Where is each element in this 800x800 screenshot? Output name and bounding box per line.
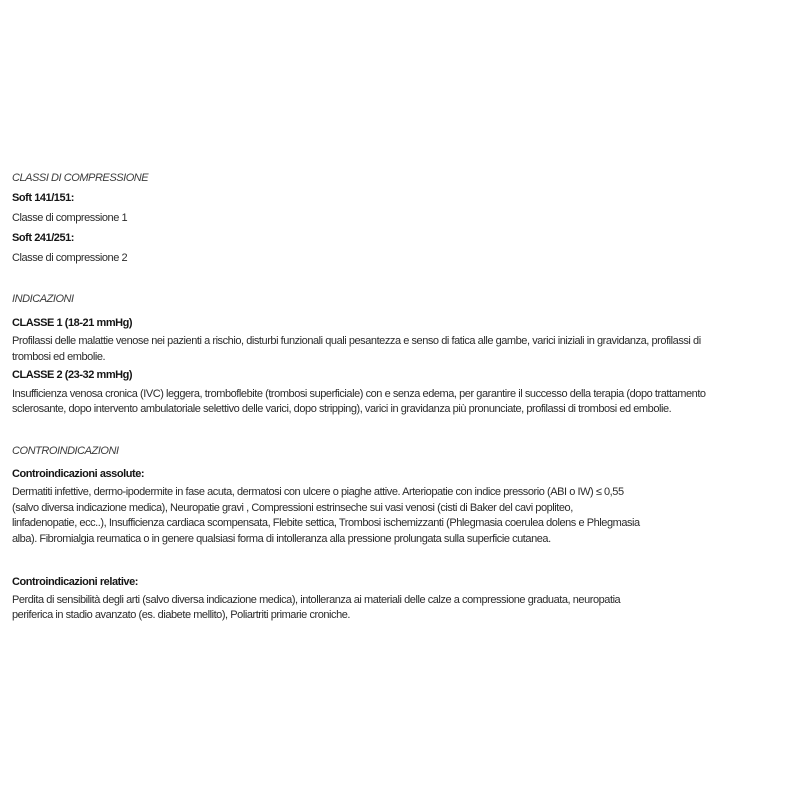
- text-line: (salvo diversa indicazione medica), Neuropatie gravi , Compressioni estrinseche sui vasi venosi (cisti di Baker del cavi popliteo,: [12, 501, 573, 514]
- section-heading-classi-di-compressione: CLASSI DI COMPRESSIONE: [12, 172, 149, 184]
- text-line: linfadenopatie, ecc..), Insufficienza cardiaca scompensata, Flebite settica, Trombosi ischemizzanti (Phlegmasia coerulea dolens e Phlegmasia: [12, 517, 640, 529]
- section-heading-indicazioni: INDICAZIONI: [12, 293, 74, 305]
- classe-2-paragraph: [12, 387, 788, 418]
- text-line: Profilassi delle malattie venose nei pazienti a rischio, disturbi funzionali quali pesantezza e senso di fatica alle gambe, varici iniziali in gravidanza, profilassi di: [12, 335, 701, 347]
- text-line: trombosi ed embolie.: [12, 350, 106, 363]
- section-heading-controindicazioni: CONTROINDICAZIONI: [12, 445, 119, 457]
- text-line: periferica in stadio avanzato (es. diabete mellito), Poliartriti primarie croniche.: [12, 609, 351, 621]
- controindicazioni-relative-title: Controindicazioni relative:: [12, 575, 138, 588]
- product-label-soft-141-151: Soft 141/151:: [12, 192, 75, 204]
- classe-1-title: CLASSE 1 (18-21 mmHg): [12, 317, 133, 329]
- text-line: sclerosante, dopo intervento ambulatoriale selettivo delle varici, dopo stripping), varici in gravidanza più pronunciate, profilassi di trombosi ed embolie.: [12, 403, 672, 415]
- controindicazioni-relative-paragraph: [12, 593, 788, 624]
- controindicazioni-assolute-paragraph: [12, 485, 788, 547]
- text-line: alba). Fibromialgia reumatica o in genere qualsiasi forma di intolleranza alla pressione prolungata sulla superficie cutanea.: [12, 532, 551, 545]
- compression-class-1-text: Classe di compressione 1: [12, 212, 128, 224]
- controindicazioni-assolute-title: Controindicazioni assolute:: [12, 468, 145, 480]
- compression-class-2-text: Classe di compressione 2: [12, 252, 128, 264]
- classe-2-title: CLASSE 2 (23-32 mmHg): [12, 368, 133, 381]
- product-label-soft-241-251: Soft 241/251:: [12, 232, 75, 244]
- classe-1-paragraph: [12, 334, 788, 365]
- text-line: Insufficienza venosa cronica (IVC) leggera, tromboflebite (trombosi superficiale) con e senza edema, per garantire il successo della terapia (dopo trattamento: [12, 387, 706, 400]
- text-line: Dermatiti infettive, dermo-ipodermite in fase acuta, dermatosi con ulcere o piaghe attive. Arteriopatie con indice pressorio (ABI o IW) ≤ 0,55: [12, 486, 624, 498]
- text-line: Perdita di sensibilità degli arti (salvo diversa indicazione medica), intolleranza ai materiali delle calze a compressione graduata, neuropatia: [12, 593, 621, 606]
